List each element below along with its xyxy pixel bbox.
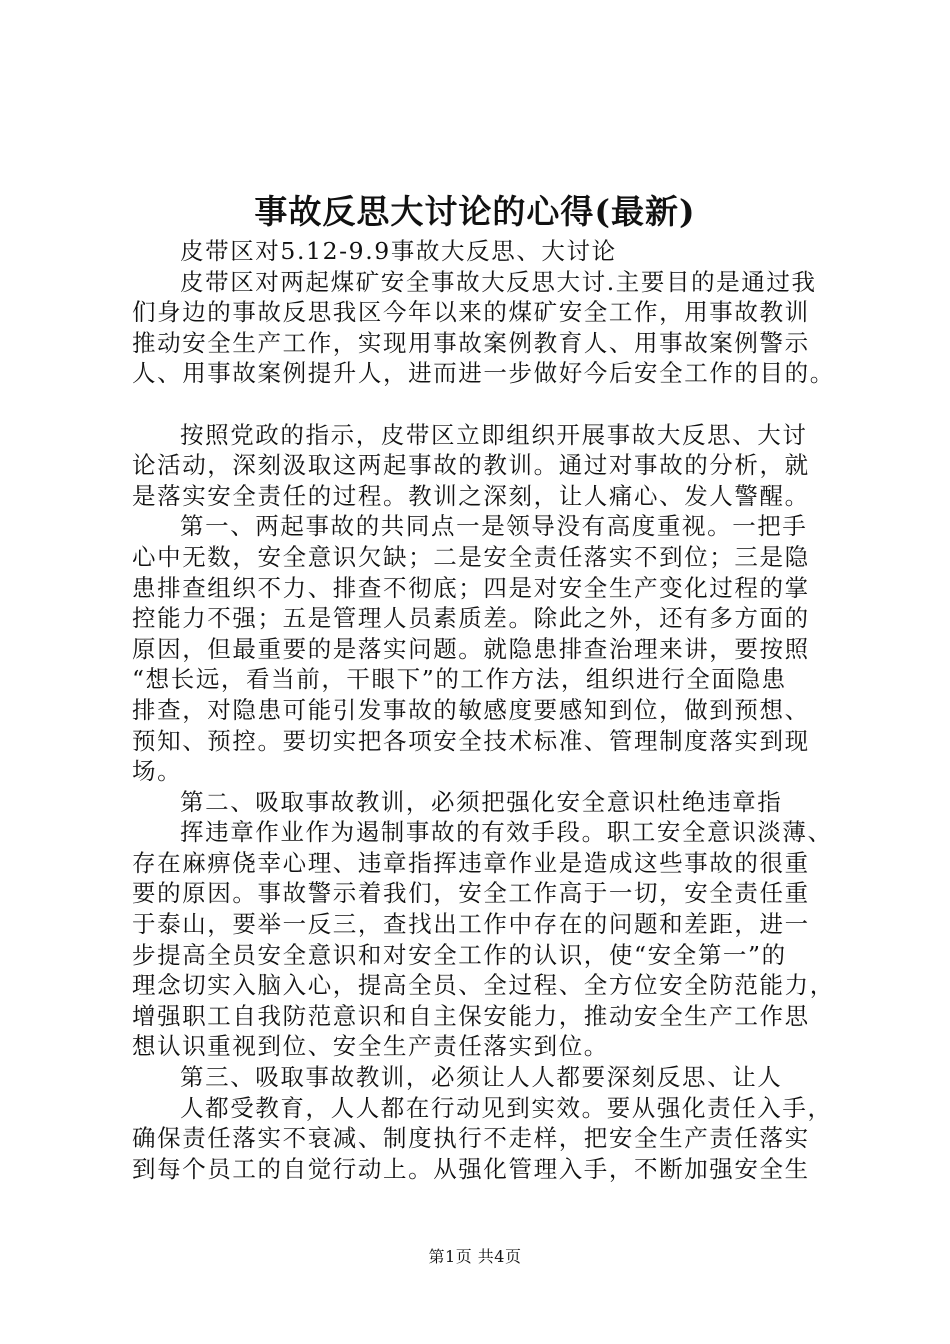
body-line: 确保责任落实不衰减、制度执行不走样，把安全生产责任落实: [132, 1124, 810, 1153]
body-line: 第一、两起事故的共同点一是领导没有高度重视。一把手: [180, 512, 808, 541]
body-line: 心中无数，安全意识欠缺；二是安全责任落实不到位；三是隐: [132, 542, 810, 571]
body-line: 场。: [132, 757, 183, 786]
body-line: 论活动，深刻汲取这两起事故的教训。通过对事故的分析，就: [132, 451, 810, 480]
body-line: 是落实安全责任的过程。教训之深刻，让人痛心、发人警醒。: [132, 481, 810, 510]
document-title: 事故反思大讨论的心得(最新): [254, 192, 696, 231]
blank-line: [132, 389, 832, 420]
body-line: 第三、吸取事故教训，必须让人人都要深刻反思、让人: [180, 1063, 783, 1092]
body-line: 存在麻痹侥幸心理、违章指挥违章作业是造成这些事故的很重: [132, 848, 810, 877]
body-line: 人、用事故案例提升人，进而进一步做好今后安全工作的目的。: [132, 359, 835, 388]
body-line: 原因，但最重要的是落实问题。就隐患排查治理来讲，要按照: [132, 634, 810, 663]
body-line: 想认识重视到位、安全生产责任落实到位。: [132, 1032, 609, 1061]
body-line: 人都受教育，人人都在行动见到实效。要从强化责任入手，: [180, 1093, 833, 1122]
body-line: 按照党政的指示，皮带区立即组织开展事故大反思、大讨: [180, 420, 808, 449]
body-line: 们身边的事故反思我区今年以来的煤矿安全工作，用事故教训: [132, 298, 810, 327]
body-line: 皮带区对5.12-9.9事故大反思、大讨论: [180, 237, 617, 265]
body-line: 排查，对隐患可能引发事故的敏感度要感知到位，做到预想、: [132, 695, 810, 724]
body-line: 于泰山，要举一反三，查找出工作中存在的问题和差距，进一: [132, 910, 810, 939]
body-line: 第二、吸取事故教训，必须把强化安全意识杜绝违章指: [180, 787, 783, 816]
document-body: [132, 236, 835, 1184]
body-line: 步提高全员安全意识和对安全工作的认识，使“安全第一”的: [132, 940, 787, 969]
body-line: 控能力不强；五是管理人员素质差。除此之外，还有多方面的: [132, 604, 810, 633]
body-line: “想长远，看当前，干眼下”的工作方法，组织进行全面隐患: [132, 665, 787, 694]
body-line: 要的原因。事故警示着我们，安全工作高于一切，安全责任重: [132, 879, 810, 908]
body-line: 皮带区对两起煤矿安全事故大反思大讨.主要目的是通过我: [180, 267, 817, 296]
body-line: 增强职工自我防范意识和自主保安能力，推动安全生产工作思: [132, 1001, 810, 1030]
body-line: 预知、预控。要切实把各项安全技术标准、管理制度落实到现: [132, 726, 810, 755]
body-line: 挥违章作业作为遏制事故的有效手段。职工安全意识淡薄、: [180, 818, 833, 847]
body-line: 理念切实入脑入心，提高全员、全过程、全方位安全防范能力，: [132, 971, 835, 1000]
body-line: 到每个员工的自觉行动上。从强化管理入手，不断加强安全生: [132, 1154, 810, 1183]
page-footer: 第1页 共4页: [428, 1247, 522, 1266]
body-line: 推动安全生产工作，实现用事故案例教育人、用事故案例警示: [132, 328, 810, 357]
body-line: 患排查组织不力、排查不彻底；四是对安全生产变化过程的掌: [132, 573, 810, 602]
